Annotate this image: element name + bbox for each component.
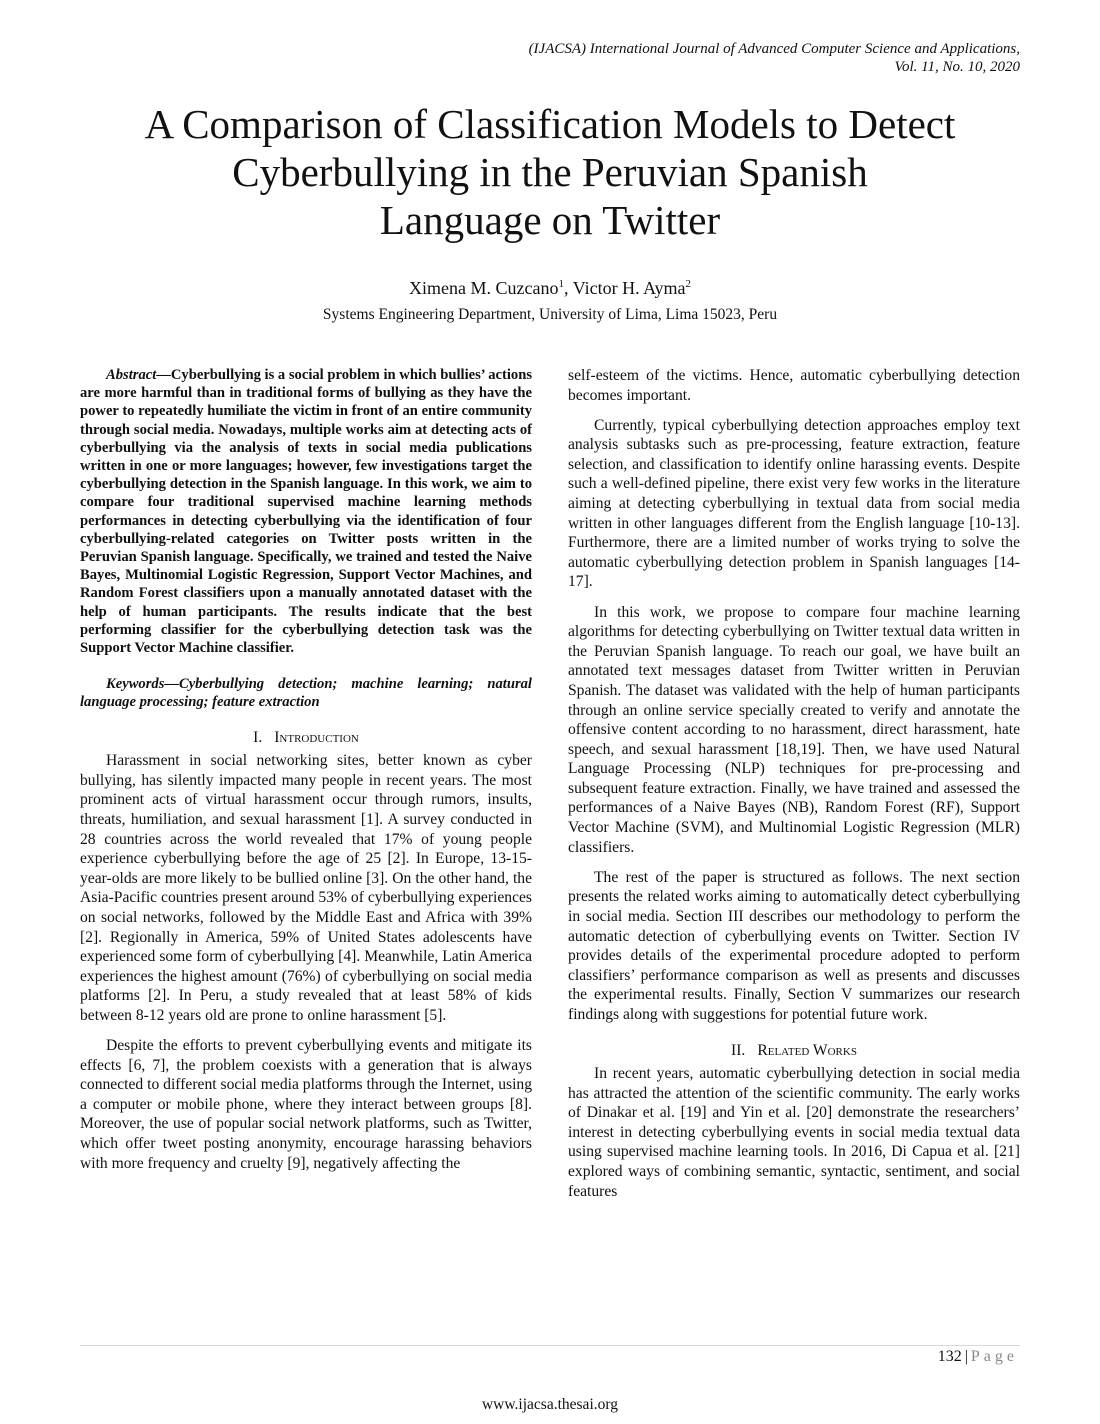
paragraph: Despite the efforts to prevent cyberbullying events and mitigate its effects [6, 7], the problem coexists with a generation that is always connected to different social media platforms through the Internet, using a computer or mobile phone, where they interact between groups [8]. Moreover, the use of popular social network platforms, such as Twitter, which offer tweet posting anonymity, encourage harassing behaviors with more frequency and cruelty [9], negatively affecting the [80,1037,532,1172]
footer-divider [80,1345,1020,1346]
section-title: Introduction [274,728,359,746]
abstract [80,366,532,657]
left-column [80,366,532,1184]
title-line-2: Cyberbullying in the Peruvian Spanish [232,149,868,195]
author-2-affil-mark: 2 [685,278,691,290]
paragraph: In recent years, automatic cyberbullying detection in social media has attracted the attention of the scientific community. The early works of Dinakar et al. [19] and Yin et al. [20] demonstrate the researchers’ interest in detecting cyberbullying events in social media textual data using supervised machine learning tools. In 2016, Di Capua et al. [21] explored ways of combining semantic, syntactic, sentiment, and social features [568,1065,1020,1200]
paragraph: The rest of the paper is structured as follows. The next section presents the related works aiming to automatically detect cyberbullying in social media. Section III describes our methodology to perform the automatic detection of cyberbullying events on Twitter. Section IV provides details of the experimental procedure adopted to perform classifiers’ performance comparison as well as presents and discusses the experimental results. Finally, Section V summarizes our research findings along with suggestions for potential future work. [568,868,1020,1023]
page-number [938,1348,1018,1366]
journal-header [320,40,1020,76]
author-1: Ximena M. Cuzcano [409,278,559,298]
journal-name: (IJACSA) International Journal of Advanced Computer Science and Applications, [528,41,1020,57]
abstract-label: Abstract [106,367,157,383]
abstract-dash: — [156,367,171,383]
page-word: Page [970,1348,1018,1365]
paper-title [80,100,1020,244]
paragraph: In this work, we propose to compare four machine learning algorithms for detecting cyberbullying on Twitter textual data written in the Peruvian Spanish language. To reach our goal, we have built an annotated text messages dataset from Twitter written in Peruvian Spanish. The dataset was validated with the help of human participants through an online service specially created to verify and annotate the offensive content according to no harassment, direct harassment, hate speech, and sexual harassment [18,19]. Then, we have used Natural Language Processing (NLP) techniques for pre-processing and subsequent feature extraction. Finally, we have trained and assessed the performances of a Naive Bayes (NB), Random Forest (RF), Support Vector Machine (SVM), and Multinomial Logistic Regression (MLR) classifiers. [568,603,1020,856]
page-number-value: 132 [937,1348,962,1365]
title-line-3: Language on Twitter [379,197,721,243]
title-line-1: A Comparison of Classification Models to Detect [144,101,956,147]
author-list [80,278,1020,299]
section-heading-related-works [568,1041,1020,1061]
section-number: II. [731,1041,746,1059]
paragraph: Harassment in social networking sites, better known as cyber bullying, has silently impacted many people in recent years. The most prominent acts of virtual harassment occur through rumors, insults, threats, humiliation, and sexual harassment [1]. A survey conducted in 28 countries across the world revealed that 17% of young people experience cyberbullying before the age of 25 [2]. In Europe, 13-15-year-olds are more likely to be bullied online [3]. On the other hand, the Asia-Pacific countries present around 53% of cyberbullying experiences on social networks, followed by the Middle East and Africa with 39% [2]. Regionally in America, 59% of United States adolescents have experienced some form of cyberbullying [4]. Meanwhile, Latin America experiences the highest amount (76%) of cyberbullying on social media platforms [2]. In Peru, a study revealed that at least 58% of kids between 8-12 years old are prone to online harassment [5]. [80,752,532,1024]
paragraph: Currently, typical cyberbullying detection approaches employ text analysis subtasks such as pre-processing, feature extraction, feature selection, and classification to identify online harassing events. Despite such a well-defined pipeline, there exist very few works in the literature aiming at detecting cyberbullying in textual data from social media written in other languages different from the English language [10-13]. Furthermore, there are a limited number of works trying to solve the automatic cyberbullying detection problem in Spanish languages [14-17]. [568,416,1020,591]
journal-url: www.ijacsa.thesai.org [481,1396,619,1413]
journal-volume: Vol. 11, No. 10, 2020 [894,59,1020,75]
section-heading-introduction [80,728,532,748]
affiliation: Systems Engineering Department, University of Lima, Lima 15023, Peru [322,306,778,323]
abstract-text: Cyberbullying is a social problem in which bullies’ actions are more harmful than in traditional forms of bullying as they have the power to repeatedly humiliate the victim in front of an entire community through social media. Nowadays, multiple works aim at detecting acts of cyberbullying via the analysis of texts in social media publications written in one or more languages; however, few investigations target the cyberbullying detection in the Spanish language. In this work, we aim to compare four traditional supervised machine learning methods performances in detecting cyberbullying via the identification of four cyberbullying-related categories on Twitter posts written in the Peruvian Spanish language. Specifically, we trained and tested the Naive Bayes, Multinomial Logistic Regression, Support Vector Machines, and Random Forest classifiers upon a manually annotated dataset with the help of human participants. The results indicate that the best performing classifier for the cyberbullying detection task was the Support Vector Machine classifier. [80,367,532,657]
author-2: Victor H. Ayma [572,278,686,298]
section-number: I. [253,728,263,746]
section-title: Related Works [757,1041,857,1059]
page-separator: | [964,1348,968,1365]
author-separator: , [564,278,573,298]
author-1-affil-mark: 1 [558,278,565,290]
paragraph: self-esteem of the victims. Hence, automatic cyberbullying detection becomes important. [568,367,1020,404]
keywords: Keywords—Cyberbullying detection; machine learning; natural language processing; feature extraction [80,676,532,711]
right-column [568,366,1020,1212]
